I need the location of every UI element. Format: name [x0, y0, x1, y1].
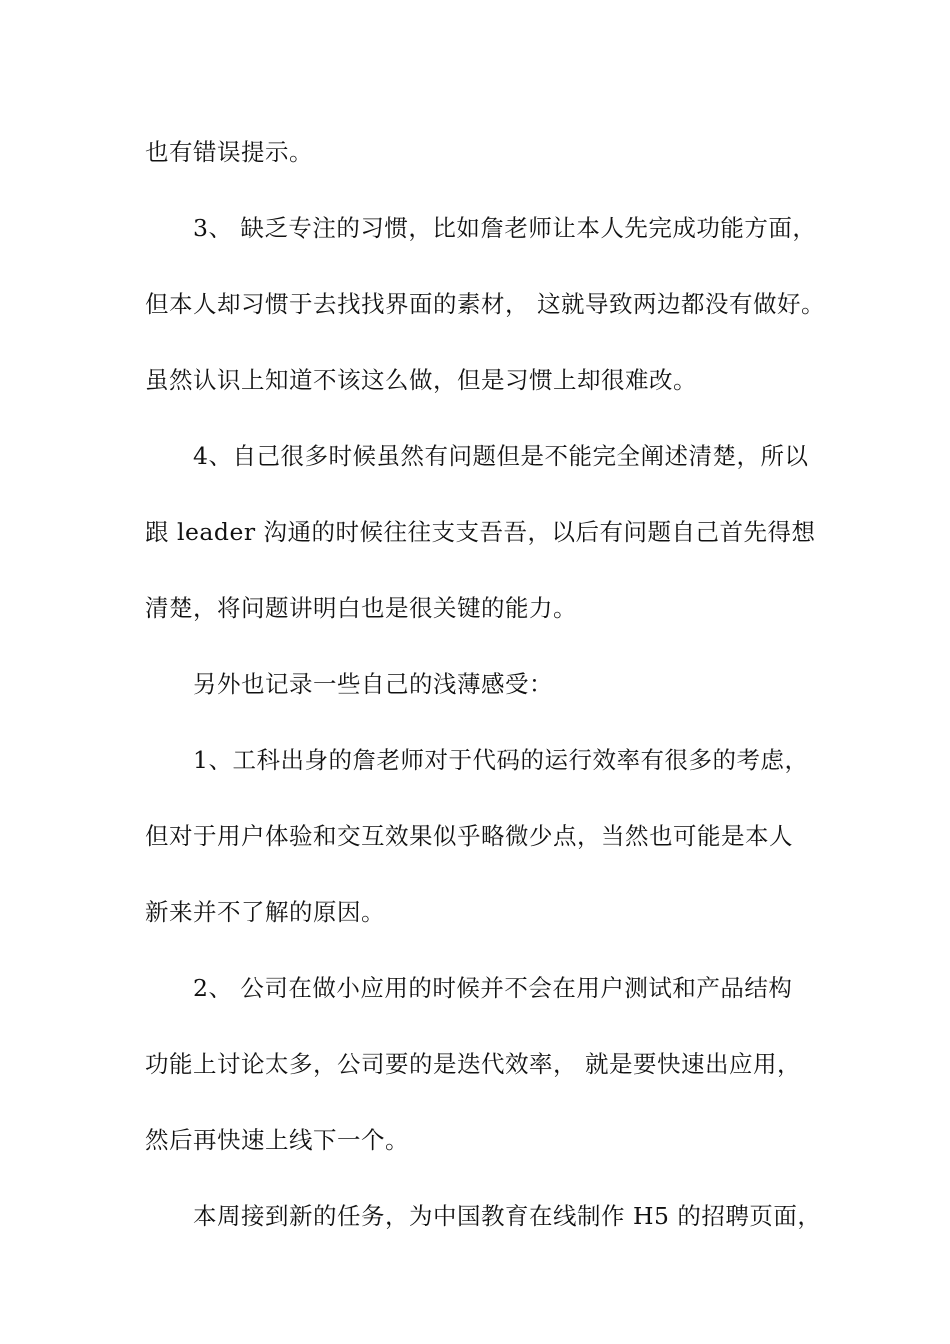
- text-line: 功能上讨论太多，公司要的是迭代效率， 就是要快速出应用，: [145, 1050, 801, 1078]
- text-line: 也有错误提示。: [145, 138, 313, 166]
- text-line: 另外也记录一些自己的浅薄感受：: [193, 670, 553, 698]
- text-line: 然后再快速上线下一个。: [145, 1126, 409, 1154]
- text-line: 1、工科出身的詹老师对于代码的运行效率有很多的考虑，: [193, 746, 809, 774]
- text-line: 虽然认识上知道不该这么做，但是习惯上却很难改。: [145, 366, 697, 394]
- text-line: 4、自己很多时候虽然有问题但是不能完全阐述清楚，所以: [193, 442, 809, 470]
- text-line: 3、 缺乏专注的习惯，比如詹老师让本人先完成功能方面，: [193, 214, 817, 242]
- text-line: 但对于用户体验和交互效果似乎略微少点，当然也可能是本人: [145, 822, 793, 850]
- text-line: 新来并不了解的原因。: [145, 898, 385, 926]
- text-line: 清楚，将问题讲明白也是很关键的能力。: [145, 594, 577, 622]
- text-line: 跟 leader 沟通的时候往往支支吾吾，以后有问题自己首先得想: [145, 518, 816, 546]
- text-line: 但本人却习惯于去找找界面的素材， 这就导致两边都没有做好。: [145, 290, 825, 318]
- text-line: 2、 公司在做小应用的时候并不会在用户测试和产品结构: [193, 974, 793, 1002]
- text-line: 本周接到新的任务，为中国教育在线制作 H5 的招聘页面，: [193, 1202, 822, 1230]
